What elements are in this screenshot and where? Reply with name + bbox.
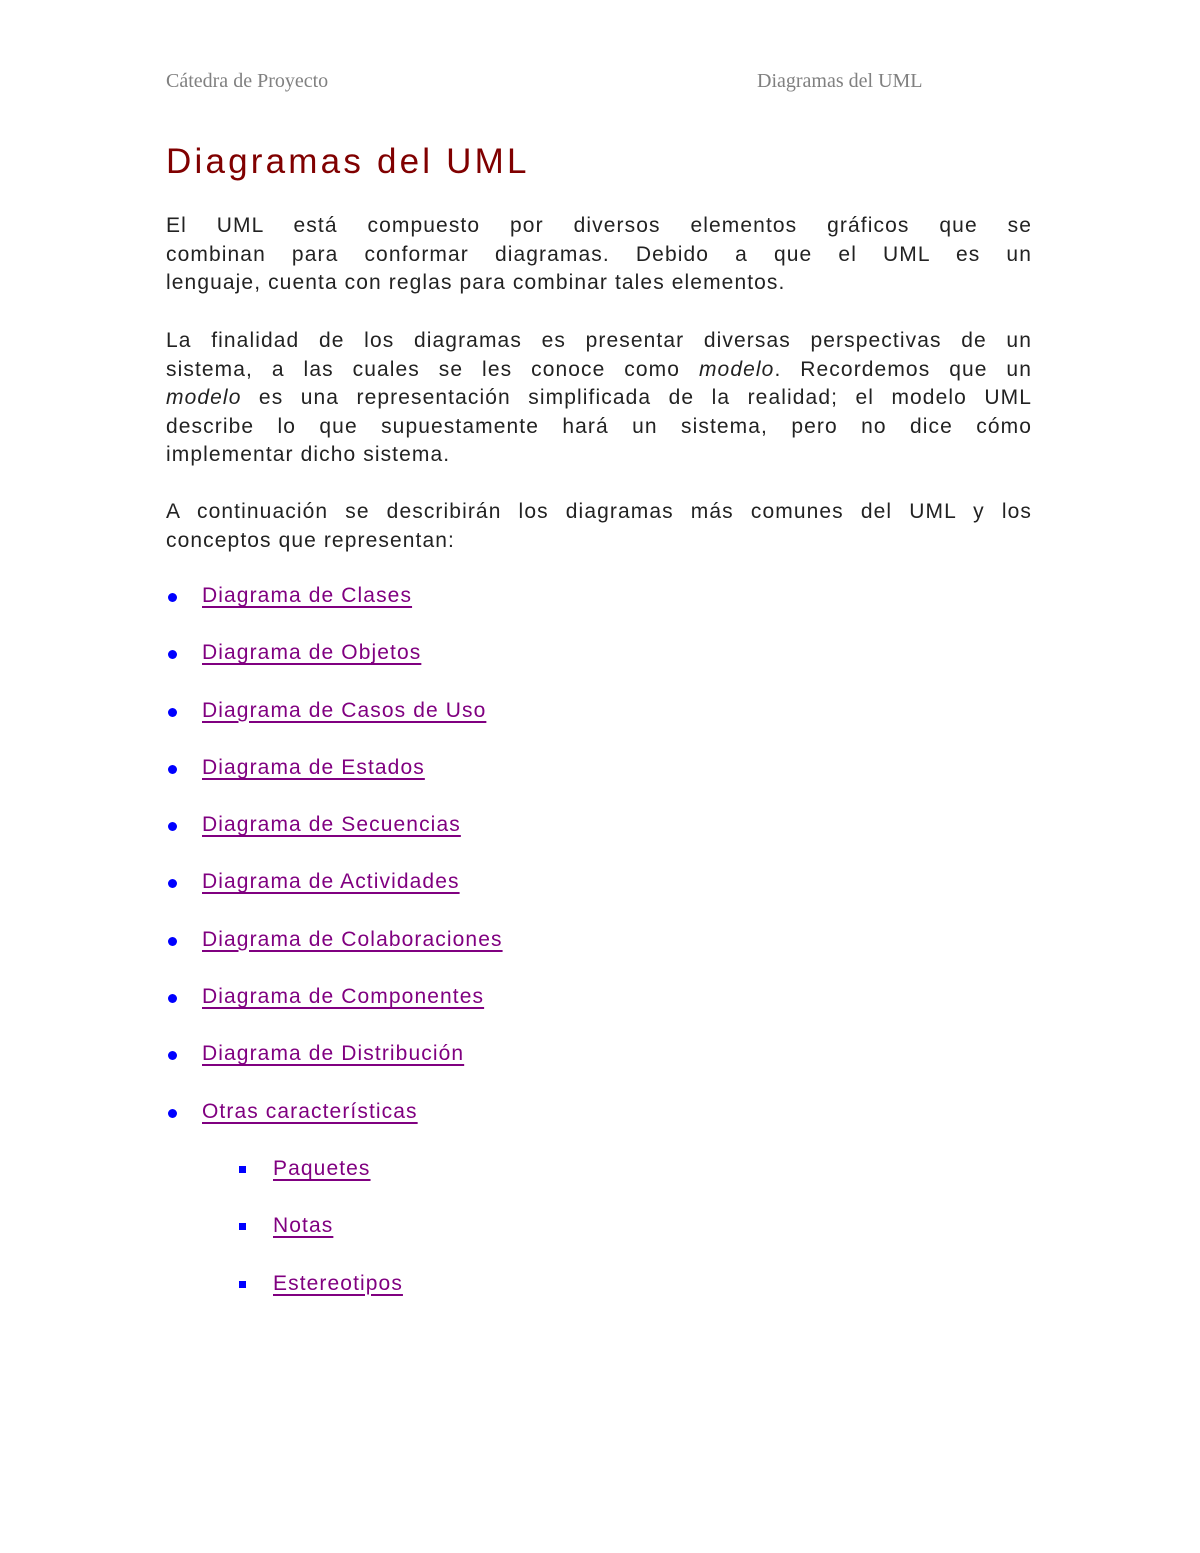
text-line: lenguaje, cuenta con reglas para combinar tales elementos. [166, 271, 786, 294]
list-item [166, 983, 1032, 1040]
header-left: Cátedra de Proyecto [166, 70, 329, 92]
link-estereotipos[interactable]: Estereotipos [273, 1271, 403, 1295]
sub-list-item [166, 1212, 1032, 1269]
text-line [166, 356, 1032, 385]
link-diagrama-colaboraciones[interactable]: Diagrama de Colaboraciones [202, 927, 503, 951]
list-item [166, 1040, 1032, 1097]
list-item [166, 1098, 1032, 1155]
text-segment: sistema, a las cuales se les conoce como [166, 357, 699, 381]
bullet-icon [168, 708, 177, 717]
link-diagrama-distribucion[interactable]: Diagrama de Distribución [202, 1042, 465, 1066]
list-item [166, 697, 1032, 754]
bullet-icon [168, 937, 177, 946]
text-line: combinan para conformar diagramas. Debido a que el UML es un [166, 242, 1032, 266]
square-bullet-icon [239, 1281, 246, 1288]
bullet-icon [168, 1109, 177, 1118]
link-notas[interactable]: Notas [273, 1214, 334, 1238]
bullet-icon [168, 650, 177, 659]
bullet-icon [168, 765, 177, 774]
text-line: conceptos que representan: [166, 528, 455, 552]
text-line: La finalidad de los diagramas es presentar diversas perspectivas de un [166, 329, 1032, 352]
italic-term: modelo [166, 386, 242, 409]
square-bullet-icon [239, 1166, 246, 1173]
diagram-links-list [166, 582, 1032, 1327]
text-segment: . Recordemos que un [774, 357, 1032, 381]
text-segment: es una representación simplificada de la realidad; el modelo UML [241, 386, 1032, 409]
list-item [166, 754, 1032, 811]
bullet-icon [168, 822, 177, 831]
sub-list-item [166, 1155, 1032, 1212]
link-diagrama-secuencias[interactable]: Diagrama de Secuencias [202, 813, 461, 837]
list-item [166, 868, 1032, 925]
link-diagrama-casos-uso[interactable]: Diagrama de Casos de Uso [202, 698, 487, 722]
square-bullet-icon [239, 1223, 246, 1230]
bullet-icon [168, 1051, 177, 1060]
text-line: implementar dicho sistema. [166, 443, 451, 466]
bullet-icon [168, 593, 177, 602]
list-item [166, 639, 1032, 696]
list-item [166, 582, 1032, 639]
purpose-paragraph [166, 327, 1032, 470]
link-paquetes[interactable]: Paquetes [273, 1156, 371, 1180]
bullet-icon [168, 879, 177, 888]
list-intro-paragraph [166, 498, 1032, 555]
page-title: Diagramas del UML [166, 142, 530, 181]
link-diagrama-objetos[interactable]: Diagrama de Objetos [202, 641, 422, 665]
italic-term: modelo [698, 357, 775, 381]
link-diagrama-clases[interactable]: Diagrama de Clases [202, 584, 413, 607]
sub-list-item [166, 1270, 1032, 1327]
text-line: El UML está compuesto por diversos elementos gráficos que se [166, 214, 1032, 237]
list-item [166, 811, 1032, 868]
text-line [166, 384, 1032, 413]
text-line: A continuación se describirán los diagramas más comunes del UML y los [166, 500, 1032, 523]
link-diagrama-actividades[interactable]: Diagrama de Actividades [202, 870, 460, 894]
link-otras-caracteristicas[interactable]: Otras características [202, 1099, 418, 1123]
link-diagrama-estados[interactable]: Diagrama de Estados [202, 755, 425, 779]
text-line: describe lo que supuestamente hará un sistema, pero no dice cómo [166, 414, 1032, 438]
header-right: Diagramas del UML [757, 70, 923, 92]
list-item [166, 926, 1032, 983]
bullet-icon [168, 994, 177, 1003]
intro-paragraph [166, 212, 1032, 298]
link-diagrama-componentes[interactable]: Diagrama de Componentes [202, 985, 485, 1009]
